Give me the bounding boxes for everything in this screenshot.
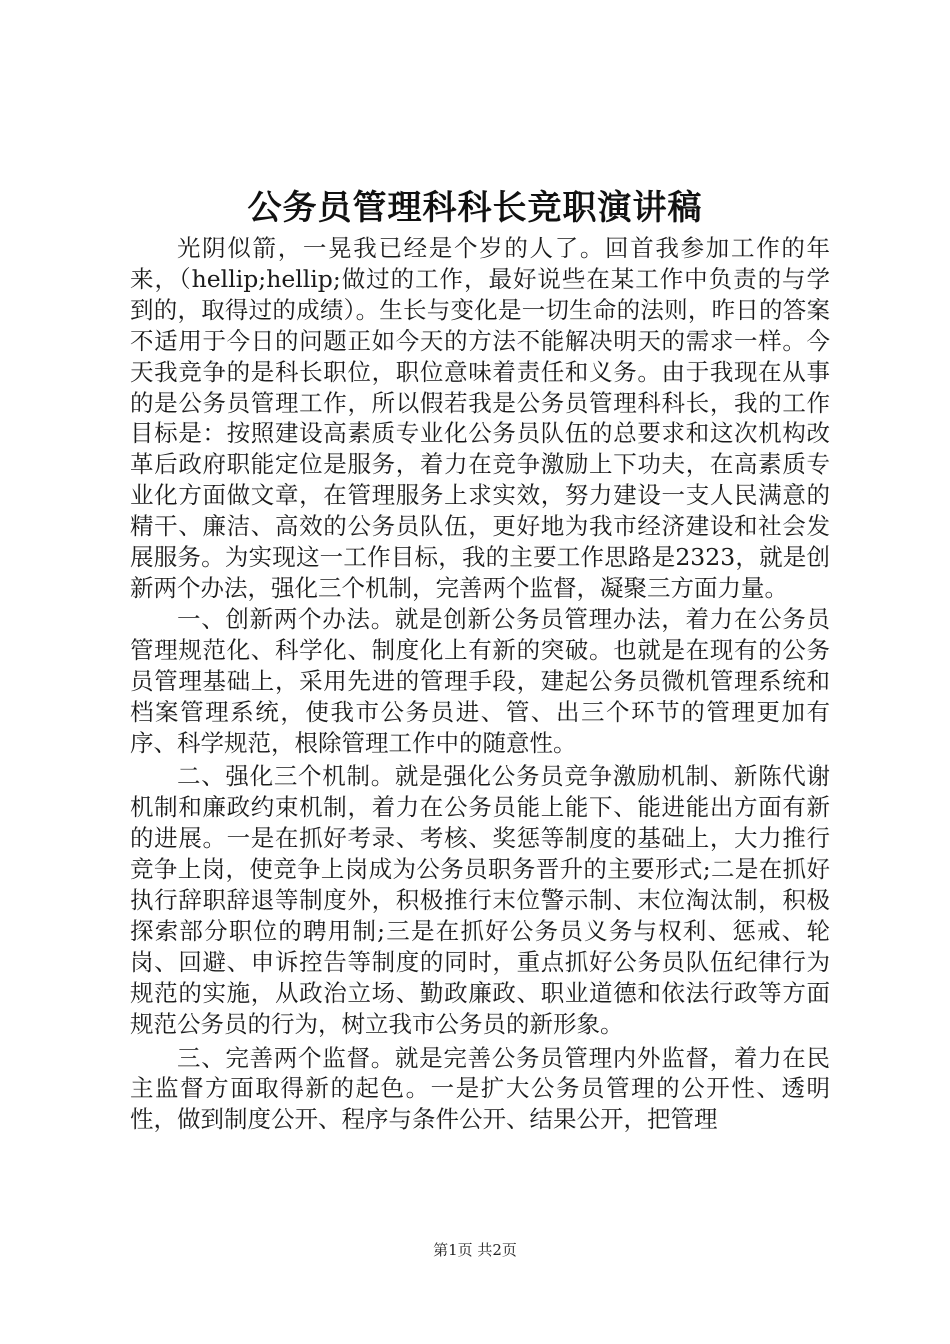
- paragraph-section-2: 二、强化三个机制。就是强化公务员竞争激励机制、新陈代谢机制和廉政约束机制，着力在公务员能上能下、能进能出方面有新的进展。一是在抓好考录、考核、奖惩等制度的基础上，大力推行竞争上岗，使竞争上岗成为公务员职务晋升的主要形式;二是在抓好执行辞职辞退等制度外，积极推行末位警示制、末位淘汰制，积极探索部分职位的聘用制;三是在抓好公务员义务与权利、惩戒、轮岗、回避、申诉控告等制度的同时，重点抓好公务员队伍纪律行为规范的实施，从政治立场、勤政廉政、职业道德和依法行政等方面规范公务员的行为，树立我市公务员的新形象。: [130, 762, 830, 1038]
- page-number: 第1页 共2页: [433, 1241, 517, 1259]
- document-title: 公务员管理科科长竞职演讲稿: [247, 188, 703, 228]
- paragraph-intro: 光阴似箭，一晃我已经是个岁的人了。回首我参加工作的年来，（hellip;hellip;做过的工作，最好说些在某工作中负责的与学到的，取得过的成绩）。生长与变化是一切生命的法则，昨日的答案不适用于今日的问题正如今天的方法不能解决明天的需求一样。今天我竞争的是科长职位，职位意味着责任和义务。由于我现在从事的是公务员管理工作，所以假若我是公务员管理科科长，我的工作目标是：按照建设高素质专业化公务员队伍的总要求和这次机构改革后政府职能定位是服务，着力在竞争激励上下功夫，在高素质专业化方面做文章，在管理服务上求实效，努力建设一支人民满意的精干、廉洁、高效的公务员队伍，更好地为我市经济建设和社会发展服务。为实现这一工作目标，我的主要工作思路是2323，就是创新两个办法，强化三个机制，完善两个监督，凝聚三方面力量。: [130, 234, 830, 602]
- paragraph-section-3: 三、完善两个监督。就是完善公务员管理内外监督，着力在民主监督方面取得新的起色。一是扩大公务员管理的公开性、透明性，做到制度公开、程序与条件公开、结果公开，把管理: [130, 1043, 830, 1134]
- paragraph-section-1: 一、创新两个办法。就是创新公务员管理办法，着力在公务员管理规范化、科学化、制度化上有新的突破。也就是在现有的公务员管理基础上，采用先进的管理手段，建起公务员微机管理系统和档案管理系统，使我市公务员进、管、出三个环节的管理更加有序、科学规范，根除管理工作中的随意性。: [130, 604, 830, 757]
- document-body: [130, 233, 830, 1135]
